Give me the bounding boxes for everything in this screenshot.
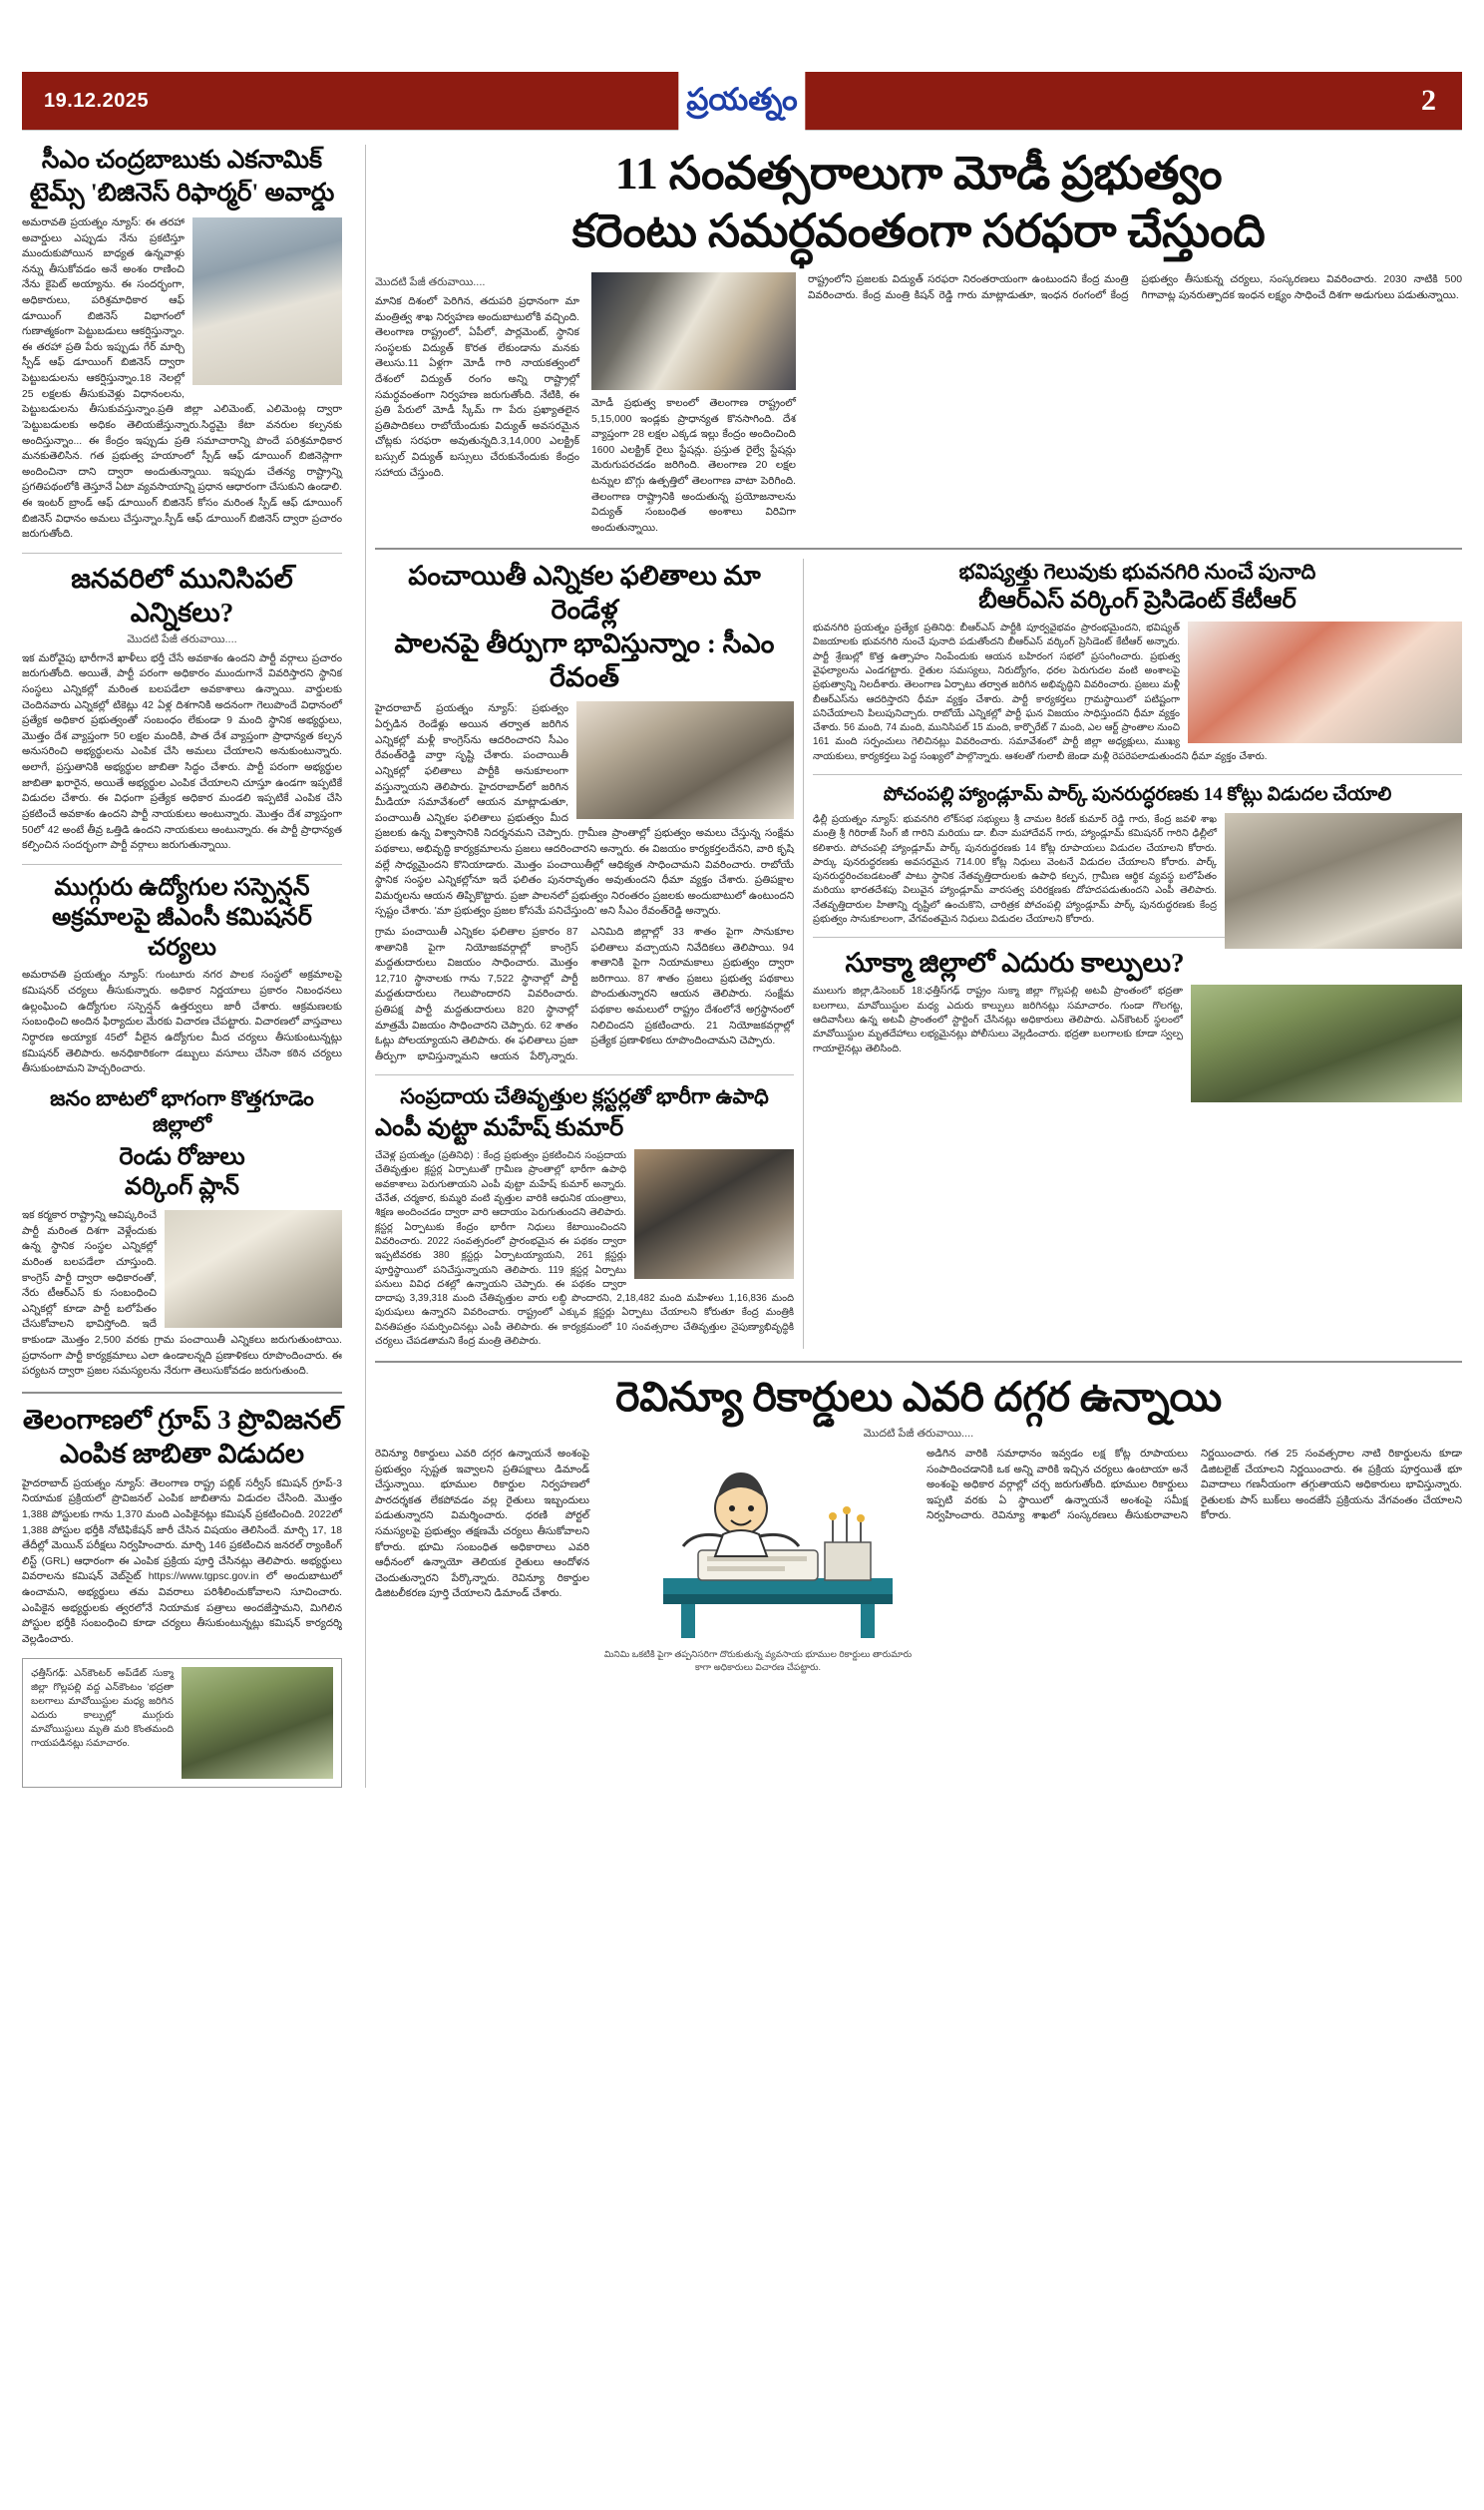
body-ktr: భువనగిరి ప్రయత్నం ప్రత్యేక ప్రతినిధి: బీఆర్ఎస్ పార్టీకి పూర్వవైభవం ప్రారంభమైందని, భవిష్యత్ విజయాలకు భువనగిరి నుంచే పునాది పడుతోందని బీఆర్ఎస్ వర్కింగ్ ప్రెసిడెంట్ కేటీఆర్ అన్నారు. పార్టీ శ్రేణుల్లో కొత్త ఉత్సాహం నింపేందుకు ఆయన బహిరంగ సభలో ప్రసంగించారు. ప్రభుత్వ వైఫల్యాలను ఎండగట్టారు. రైతుల సమస్యలు, నిరుద్యోగం, ధరల పెరుగుదల వంటి అంశాలపై ప్రభుత్వాన్ని నిలదీశారు. తెలంగాణ ఏర్పాటు తర్వాత జరిగిన అభివృద్ధిని వివరించారు. ప్రజలు మళ్లీ బీఆర్ఎస్‌ను ఆదరిస్తారని ధీమా వ్యక్తం చేశారు. పార్టీ కార్యకర్తలు గ్రామస్థాయిలో పటిష్టంగా పనిచేయాలని పిలుపునిచ్చారు. రాబోయే ఎన్నికల్లో పార్టీ ఘన విజయం సాధిస్తుందని ధీమా వ్యక్తం చేశారు. 56 మంది, 74 మంది, మునిసిపల్ 15 మంది, కార్పొరేట్ 7 మంది, ఎల ఆర్ట్ ప్రాంతాల నుంచి 161 మంది సర్పంచులు గెలిచినట్లు వివరించారు. సమావేశంలో పార్టీ జిల్లా అధ్యక్షులు, ముఖ్య నాయకులు, కార్యకర్తలు పెద్ద సంఖ్యలో పాల్గొన్నారు. ఆశలతో గులాబీ జెండా మళ్లీ రెపరెపలాడుతుందని ధీమా వ్యక్తం చేశారు.: [813, 623, 1268, 762]
story-pochampally-handloom: [813, 783, 1462, 927]
body-encounter: ఛత్తీస్‌గఢ్: ఎన్‌కౌంటర్ అప్‌డేట్ సుక్మా జిల్లా గొల్లపల్లి వద్ద ఎన్‌కౌంటం 'భద్రతా బలగాలు మావోయిస్టుల మధ్య జరిగిన ఎదురు కాల్పుల్లో ముగ్గురు మావోయిస్టులు మృతి మరి కొంతమంది గాయపడినట్లు సమాచారం.: [31, 1667, 174, 1749]
body-lead-col2: మోడీ ప్రభుత్వ కాలంలో తెలంగాణ రాష్ట్రంలో 5,15,000 ఇండ్లకు ప్రాధాన్యత కొనసాగింది. దేశ వ్యాప్తంగా 28 లక్షల ఎక్కడ ఇల్లు కేంద్రం అందించింది 1600 ఎలక్ట్రిక్ రైలు స్టేషన్లు. ప్రస్తుత రైల్వే స్టేషన్లు మెరుగుపరచడం జరిగింది. తెలంగాణ 20 లక్షల టన్నుల బొగ్గు ఉత్పత్తిలో తెలంగాణ వాటా పెరిగింది. తెలంగాణ రాష్ట్రానికి అందుతున్న ప్రయోజనాలను విద్యుత్ సంబంధిత అంశాలు విరివిగా అందుతున్నాయి.: [591, 397, 796, 534]
story-handicraft-cluster: [375, 1083, 794, 1349]
story-sukma-encounter: [813, 946, 1462, 1056]
left-column: [22, 145, 356, 1788]
body-revanth-stats: గ్రామ పంచాయితీ ఎన్నికల ఫలితాల ప్రకారం 87 శాతానికి పైగా నియోజకవర్గాల్లో కాంగ్రెస్ మద్దతుదారులు విజయం సాధించారు. మొత్తం 12,710 స్థానాలకు గాను 7,522 స్థానాల్లో పార్టీ మద్దతుదారులు గెలుపొందారని వివరించారు. ప్రతిపక్ష పార్టీ మద్దతుదారులు 820 స్థానాల్లో మాత్రమే విజయం సాధించారని చెప్పారు. 62 శాతం ఓట్లు పోలయ్యాయని తెలిపారు. ఈ ఫలితాలు ప్రజా తీర్పుగా భావిస్తున్నామని ఆయన పేర్కొన్నారు. ఎనిమిది జిల్లాల్లో 33 శాతం పైగా సానుకూల ఫలితాలు వచ్చాయని నివేదికలు తెలిపాయి. 94 శాతానికి పైగా నియామకాలు ప్రభుత్వం ద్వారా జరిగాయి. 87 శాతం ప్రజలు ప్రభుత్వ పథకాలు పొందుతున్నారని ఆయన తెలిపారు. సంక్షేమ పథకాల అమలులో రాష్ట్రం దేశంలోనే అగ్రస్థానంలో నిలిచిందని ప్రకటించారు. 21 నియోజకవర్గాల్లో ప్రత్యేక ప్రణాళికలు రూపొందించామని చెప్పారు.: [375, 926, 794, 1062]
headline-revenue: రెవిన్యూ రికార్డులు ఎవరి దగ్గర ఉన్నాయి: [615, 1374, 1222, 1421]
headline-municipal: జనవరిలో మునిసిపల్ ఎన్నికలు?: [71, 563, 293, 628]
body-revanth: హైదరాబాద్ ప్రయత్నం న్యూస్: ప్రభుత్వం ఏర్పడిన రెండేళ్లు అయిన తర్వాత జరిగిన ఎన్నికల్లో మళ్లీ కాంగ్రెస్‌ను ఆదరించారని సీఎం రేవంత్‌రెడ్డి వార్తా సృష్టి చేశారు. పంచాయితీ ఎన్నికల్లో ఫలితాలు పార్టీకి అనుకూలంగా వస్తున్నాయని తెలిపారు. హైదరాబాద్‌లో జరిగిన మీడియా సమావేశంలో ఆయన మాట్లాడుతూ, పంచాయితీ ఎన్నికల ఫలితాలు ప్రభుత్వం మీద ప్రజలకు ఉన్న విశ్వాసానికి నిదర్శనమని చెప్పారు. గ్రామీణ ప్రాంతాల్లో ప్రభుత్వం అమలు చేస్తున్న సంక్షేమ పథకాలు, అభివృద్ధి కార్యక్రమాలను ప్రజలు ఆదరించారని అన్నారు. ఈ విజయం కార్యకర్తలదేనని, వారి కృషి వల్లే సాధ్యమైందని కొనియాడారు. మొత్తం పంచాయితీల్లో ఆధిక్యత సాధించామని వివరించారు. రాబోయే స్థానిక సంస్థల ఎన్నికల్లోనూ ఇదే ఫలితం పునరావృతం అవుతుందని ధీమా వ్యక్తం చేశారు. ప్రతిపక్షాల విమర్శలను ఆయన తిప్పికొట్టారు. ప్రజా పాలనలో ప్రభుత్వం నిరంతరం ప్రజలకు అందుబాటులో ఉంటుందని స్పష్టం చేశారు. 'మా ప్రభుత్వం ప్రజల కోసమే పనిచేస్తుంది' అని సీఎం రేవంత్‌రెడ్డి అన్నారు.: [375, 703, 794, 918]
photo-rally: [165, 1210, 342, 1328]
masthead-logo-text: ప్రయత్నం: [686, 82, 798, 117]
body-municipal: ఇక మరోవైపు భారీగానే ఖాళీలు భర్తీ చేసే అవకాశం ఉందని పార్టీ వర్గాలు ప్రచారం జరుగుతోంది. అయితే, పార్టీ పరంగా అధికారం ముందుగానే వివరిస్తారని స్థానిక సంస్థలు ఎన్నికల్లో మరింత బలపడేలా అవకాశాలు ఉన్నాయి. వార్డులకు చెందినవారు ఎన్నికల్లో టికెట్లు 42 ఏళ్ల దిశగానికి అదనంగా గెలుపొందే విధానంలో ప్రత్యేక అధికార ప్రభుత్వంతో సంబంధం లేకుండా 9 మంది స్థానిక అభ్యర్థులు, మొత్తం దేశ వ్యాప్తంగా 50 లక్షల మందికి, పాత దేశ వ్యాప్తంగా ప్రాధాన్యత కల్పన అనుసరించి అభ్యర్థులను ఎంపిక చేసి అమలు చేయాలని అనుకుంటున్నారు. అలాగే, ప్రస్తుతానికి అభ్యర్థుల జాబితా సిద్ధం చేశారు. పార్టీ పరంగా అభ్యర్థుల జాబితా ఖరారైన, అయితే అభ్యర్థుల ఎంపిక చేయాలని చూస్తూ ఉండగా ఇప్పటికే విడుదల చేశారు. ఈ విధంగా ప్రత్యేక అధికార మండలి ఇప్పటికే ఎంపిక చేసి ప్రకటించే అవకాశం ఉందని పార్టీ నాయకులు అంటున్నారు. మొత్తం దేశ వ్యాప్తంగా 50లో 42 అంటే తీవ్ర ఒత్తిడి ఉందని నాయకులు అంటున్నారు. ఈ పార్టీ ప్రాధాన్యత కల్పించిన సందర్భంగా పార్టీ వర్గాలు జరుగుతున్నాయి.: [22, 652, 342, 852]
headline-sukma: సూక్మా జిల్లాలో ఎదురు కాల్పులు?: [845, 948, 1185, 979]
newspaper-page: [0, 72, 1484, 2510]
headline-janam-line2: రెండు రోజులు: [119, 1143, 245, 1170]
headline-gmc-line2: అక్రమాలపై జీఎంసీ కమిషనర్ చర్యలు: [52, 904, 312, 962]
headline-lead-line2: కరెంటు సమర్ధవంతంగా సరఫరా చేస్తుంది: [571, 205, 1266, 256]
column-divider-mid: [803, 559, 804, 1349]
headline-cluster-line2: ఎంపీ వుట్టా మహేష్ కుమార్: [375, 1114, 624, 1141]
story-revanth-panchayat: [375, 559, 794, 1064]
kicker-revenue: మొదటి పేజీ తరువాయి....: [863, 1427, 974, 1440]
caption-revenue-cartoon: మినిమి ఒకటికి పైగా తప్పనిసరిగా దొరుకుతున్న వ్యవసాయ భూముల రికార్డులు తారుమారు కాగా అధికారులు విచారణ చేపట్టారు.: [603, 1648, 913, 1672]
headline-ktr-line1: భవిష్యత్తు గెలువుకు భువనగిరి నుంచే పునాది: [958, 560, 1316, 585]
photo-sukma-forest: [1191, 985, 1462, 1102]
body-group3: హైదరాబాద్ ప్రయత్నం న్యూస్: తెలంగాణ రాష్ట్ర పబ్లిక్ సర్వీస్ కమిషన్ గ్రూప్-3 నియామక ప్రక్రియలో ప్రొవిజనల్ ఎంపిక జాబితాను విడుదల చేసింది. మొత్తం 1,388 పోస్టులకు గాను 1,370 మంది ఎంపికైనట్లు కమిషన్ ప్రకటించింది. 2022లో 1,388 పోస్టుల భర్తీకి నోటిఫికేషన్ జారీ చేసిన విషయం తెలిసిందే. మార్చి 17, 18 తేదీల్లో మెయిన్ పరీక్షలు నిర్వహించారు. మార్చి 146 ప్రకటించిన జనరల్ ర్యాంకింగ్ లిస్ట్ (GRL) ఆధారంగా ఈ ఎంపిక ప్రక్రియ పూర్తి చేసినట్లు తెలిపారు. అభ్యర్థులు వివరాలను కమిషన్ వెబ్‌సైట్ https://www.tgpsc.gov.in లో అందుబాటులో ఉంచామని, అభ్యర్థులు తమ వివరాలు పరిశీలించుకోవాలని సూచించారు. ఎంపికైన అభ్యర్థులకు త్వరలోనే నియామక పత్రాలు అందజేస్తామని, మిగిలిన పోస్టుల భర్తీకి సంబంధించి కూడా చర్యలు తీసుకుంటున్నట్లు కమిషన్ కార్యదర్శి వెల్లడించారు.: [22, 1477, 342, 1645]
story-group3: [22, 1403, 342, 1648]
photo-chandrababu: [192, 217, 342, 385]
right-column: [813, 559, 1462, 1349]
headline-cluster-line1: సంప్రదాయ చేతివృత్తుల క్లస్టర్లతో భారీగా ఉపాధి: [400, 1084, 769, 1109]
divider-lead: [375, 548, 1462, 550]
body-lead-col1: మానిక దిశంలో పెరిగిన, తదుపరి ప్రధానంగా మా మంత్రిత్వ శాఖ నిర్వహణ అందుబాటులోకి వచ్చింది. తెలంగాణ రాష్ట్రంలో, ఏపీలో, పార్లమెంట్, స్థానిక సంస్థలకు విద్యుత్ కొరత లేకుండాను మనకు తెలుసు.11 ఏళ్లగా మోడీ గారి నాయకత్వంలో దేశంలో విద్యుత్ రంగం అన్ని రాష్ట్రాల్లో సమర్ధవంతంగా నిర్వహణ జరుగుతోంది. నేటికి, ఈ ప్రతి పేరులో మోడీ స్కీమ్ గా పేరు ప్రఖ్యాతలైన ప్రతిపాదికలు రాబోయేందుకు విద్యుత్ అవసరమైన చోట్లకు సరఫరా అవుతున్నది.3,14,000 ఎలక్ట్రిక్ బస్సుల్ విద్యుత్ బస్సులు చేరుకునేందుకు కేంద్రం సహాయ చేస్తుంది.: [375, 295, 579, 479]
headline-lead-line1: 11 సంవత్సరాలుగా మోడీ ప్రభుత్వం: [614, 148, 1223, 199]
story-gmc-suspension: [22, 873, 342, 1077]
masthead-logo: [678, 68, 805, 134]
headline-revanth-line1: పంచాయితీ ఎన్నికల ఫలితాలు మా రెండేళ్ల: [408, 561, 761, 626]
photo-mp-delhi-meeting: [1225, 813, 1462, 949]
photo-revanth-meeting: [576, 701, 794, 819]
photo-revenue-cartoon: [603, 1447, 913, 1646]
photo-ktr-rally: [1188, 622, 1462, 743]
story-encounter-box: [22, 1658, 342, 1788]
divider-1: [22, 553, 342, 554]
headline-chandrababu-line2: టైమ్స్ 'బిజినెస్ రిఫార్మర్' అవార్డు: [29, 179, 335, 207]
photo-modi-kishanreddy: [591, 272, 796, 390]
divider-3: [22, 1392, 342, 1394]
body-pochampally: ఢిల్లీ ప్రయత్నం న్యూస్: భువనగిరి లోక్‌సభ సభ్యులు శ్రీ చామల కిరణ్ కుమార్ రెడ్డి గారు, కేంద్ర జవళి శాఖ మంత్రి శ్రీ గిరిరాజ్ సింగ్ జీ గారిని మరియు డా. బీనా మహాదేవన్ గారు, హ్యాండ్లూమ్ కమిషనర్ గారిని ఢిల్లీలో కలిశారు. పోచంపల్లి హ్యాండ్లూమ్ పార్క్ పునరుద్ధరణకు 14 కోట్ల రూపాయలు విడుదల చేయాలని కోరారు. పార్కు పునరుద్ధరణకు అవసరమైన 714.00 కోట్ల నిధులు వెంటనే విడుదల చేయాలని కోరారు. పార్క్ పునరుద్ధరించబడటంతో పాటు స్థానిక నేతవృత్తిదారులకు ఉపాధి కల్పన, గ్రామీణ ఆర్థిక వ్యవస్థ బలోపేతం మరియు భారతదేశపు విలువైన హ్యాండ్లూమ్ వారసత్వ పరిరక్షణకు దోహదపడుతుందని ఎంపీ తెలిపారు. నేతవృత్తిదారుల హితాన్ని దృష్టిలో ఉంచుకొని, చారిత్రక పోచంపల్లి హ్యాండ్లూమ్ పార్క్ పునరుద్ధరణకు కేంద్ర ప్రభుత్వం సానుకూలంగా, వేగవంతమైన నిధులు విడుదల చేయాలని కోరారు.: [813, 813, 1217, 926]
story-municipal-elections: [22, 562, 342, 854]
story-revenue-records: [375, 1372, 1462, 1675]
divider-2: [22, 864, 342, 865]
publication-date: 19.12.2025: [44, 89, 150, 112]
photo-forest-encounter: [182, 1667, 333, 1779]
headline-group3-line1: తెలంగాణలో గ్రూప్ 3 ప్రొవిజనల్: [22, 1404, 342, 1435]
story-ktr-bhuvanagiri: [813, 559, 1462, 764]
divider-right-1: [813, 774, 1462, 775]
kicker-lead: మొదటి పేజీ తరువాయి....: [375, 275, 486, 288]
headline-group3-line2: ఎంపిక జాబితా విడుదల: [60, 1438, 304, 1468]
headline-revanth-line2: పాలనపై తీర్పుగా భావిస్తున్నాం : సీఎం రేవంత్: [394, 628, 775, 693]
story-lead-modi-power: [375, 145, 1462, 536]
body-revenue-col1: రెవిన్యూ రికార్డులు ఎవరి దగ్గర ఉన్నాయనే అంశంపై ప్రభుత్వం స్పష్టత ఇవ్వాలని ప్రతిపక్షాలు డిమాండ్ చేస్తున్నాయి. భూముల రికార్డుల నిర్వహణలో పారదర్శకత లేకపోవడం వల్ల రైతులు ఇబ్బందులు పడుతున్నారని విమర్శించారు. ధరణి పోర్టల్ సమస్యలపై ప్రభుత్వం తక్షణమే చర్యలు తీసుకోవాలని కోరారు. భూమి సంబంధిత అధికారాలు ఎవరి ఆధీనంలో ఉన్నాయో తెలియక రైతులు ఆందోళన చెందుతున్నారని పేర్కొన్నారు. రెవిన్యూ రికార్డుల డిజిటలీకరణ పూర్తి చేయాలని డిమాండ్ చేశారు.: [375, 1448, 589, 1600]
kicker-municipal: మొదటి పేజీ తరువాయి....: [127, 632, 237, 645]
headline-ktr-line2: బీఆర్ఎస్ వర్కింగ్ ప్రెసిడెంట్ కేటీఆర్: [978, 587, 1297, 614]
story-janam-batalo: [22, 1085, 342, 1380]
headline-janam-line1: జనం బాటలో భాగంగా కొత్తగూడెం జిల్లాలో: [50, 1085, 314, 1137]
headline-janam-line3: వర్కింగ్ ప్లాన్: [125, 1173, 239, 1200]
headline-pochampally: పోచంపల్లి హ్యాండ్లూమ్ పార్క్ పునరుద్ధరణకు 14 కోట్లు విడుదల చేయాలి: [883, 784, 1392, 806]
page-number: 2: [1421, 84, 1436, 117]
headline-chandrababu-line1: సీఎం చంద్రబాబుకు ఎకనామిక్: [41, 147, 323, 174]
cartoon-illustration-icon: [603, 1447, 913, 1646]
masthead-bar: [22, 72, 1462, 130]
photo-mp-mahesh: [634, 1149, 794, 1279]
body-sukma: ములుగు జిల్లా,డిసెంబర్ 18:ఛత్తీస్‌గఢ్ రాష్ట్రం సుక్మా జిల్లా గొల్లపల్లి అటవీ ప్రాంతంలో భద్రతా బలగాలు, మావోయిస్టుల మధ్య ఎదురు కాల్పులు జరిగినట్లు సమాచారం. గుండా గొలగట్ట, ఆదివాసీలు ఉన్న అటవీ ప్రాంతంలో స్టార్టింగ్ చేసినట్లు అధికారులు తెలిపారు. ఎన్‌కౌంటర్ స్థలంలో మావోయిస్టుల మృతదేహాలు లభ్యమైనట్లు పోలీసులు వెల్లడించారు. భద్రతా బలగాలకు కూడా స్వల్ప గాయాలైనట్లు తెలిసింది.: [813, 986, 1183, 1054]
divider-mid-1: [375, 1074, 794, 1075]
body-lead-col3: రాష్ట్రంలోని ప్రజలకు విద్యుత్ సరఫరా నిరంతరాయంగా ఉంటుందని కేంద్ర మంత్రి వివరించారు. కేంద్ర మంత్రి కిషన్ రెడ్డి గారు మాట్లాడుతూ, ఇంధన రంగంలో కేంద్ర ప్రభుత్వం తీసుకున్న చర్యలు, సంస్కరణలు వివరించారు. 2030 నాటికి 500 గిగావాట్ల పునరుత్పాదక ఇంధన లక్ష్యం సాధించే దిశగా అడుగులు పడుతున్నాయి.: [808, 273, 1462, 301]
mid-column: [375, 559, 794, 1349]
body-gmc: అమరావతి ప్రయత్నం న్యూస్: గుంటూరు నగర పాలక సంస్థలో అక్రమాలపై కమిషనర్ చర్యలు తీసుకున్నారు. అధికార నిర్ణయాలు ప్రకారం నిబంధనలు ఉల్లంఘించి ఉద్యోగుల సస్పెన్షన్ ఉత్తర్వులు జారీ చేశారు. ఆక్రమణలకు సంబంధించి అందిన ఫిర్యాదుల మేరకు విచారణ చేపట్టారు. విచారణలో వాస్తవాలు నిర్ధారణ అయ్యాక 45లో వీలైన ఉద్యోగుల మీద చర్యలు తీసుకుంటున్నట్లు కమిషనర్ తెలిపారు. అనధికారికంగా డబ్బులు వసూలు చేసినా కఠిన చర్యలు తీసుకుంటామని హెచ్చరించారు.: [22, 970, 342, 1075]
body-janam: ఇక కర్మకార రాష్ట్రాన్ని ఆవిష్కరించే పార్టీ మరింత దిశగా వెళ్లేందుకు ఉన్న స్థానిక సంస్థల ఎన్నికల్లో మరింత బలపడేలా చూస్తుంది. కాంగ్రెస్ పార్టీ ద్వారా అధికారంతో, నేరు టీఆర్ఎస్ కు సంబంధించి ఎన్నికల్లో కూడా పార్టీ బలోపేతం చేసుకోవాలని భావిస్తోంది. ఇదే కాకుండా మొత్తం 2,500 వరకు గ్రామ పంచాయితీ ఎన్నికలు జరుగుతుంటాయి. ప్రధానంగా పార్టీ కార్యక్రమాలు ఎలా ఉండాలన్నది ప్రణాళికలు రూపొందించారు. ఈ పర్యటన ద్వారా ప్రజల సమస్యలను నేరుగా తెలుసుకోవడం జరుగుతుంది.: [22, 1210, 342, 1378]
headline-gmc-line1: ముగ్గురు ఉద్యోగుల సస్పెన్షన్: [54, 874, 310, 901]
main-column: [375, 145, 1462, 1788]
body-cluster: చేవెళ్ల ప్రయత్నం (ప్రతినిధి) : కేంద్ర ప్రభుత్వం ప్రకటించిన సంప్రదాయ చేతివృత్తుల క్లస్టర్ల ఏర్పాటుతో గ్రామీణ ప్రాంతాల్లో భారీగా ఉపాధి అవకాశాలు పెరుగుతాయని ఎంపీ వుట్టా మహేష్ కుమార్ అన్నారు. చేనేత, చర్మకార, కుమ్మరి వంటి వృత్తుల వారికి ఆధునిక యంత్రాలు, శిక్షణ అందించడం ద్వారా వారి ఆదాయం పెరుగుతుందని తెలిపారు. క్లస్టర్ల ఏర్పాటుకు కేంద్రం భారీగా నిధులు కేటాయించిందని వివరించారు. 2022 సంవత్సరంలో ప్రారంభమైన ఈ పథకం ద్వారా ఇప్పటివరకు 380 క్లస్టర్లు ఏర్పాటయ్యాయని, 261 క్లస్టర్లు పూర్తిస్థాయిలో పనిచేస్తున్నాయని తెలిపారు. 119 క్లస్టర్ల ఏర్పాటు పనులు వివిధ దశల్లో ఉన్నాయని చెప్పారు. ఈ పథకం ద్వారా దాదాపు 3,39,318 మంది చేతివృత్తుల వారు లబ్ధి పొందారని, 2,18,482 మంది మహిళలు 1,16,836 మంది పురుషులు ఉన్నారని వివరించారు. రాష్ట్రంలో ఎక్కువ క్లస్టర్లు ఏర్పాటు చేయాలని కోరుతూ కేంద్ర మంత్రికి వినతిపత్రం సమర్పించినట్లు ఎంపీ తెలిపారు. ఈ కార్యక్రమంలో 10 సంవత్సరాల చేతివృత్తుల నైపుణ్యాభివృద్ధికి చర్యలు చేపడతామని కేంద్ర మంత్రి తెలిపారు.: [375, 1150, 794, 1348]
body-revenue-col3: అడిగిన వారికి సమాధానం ఇవ్వడం లక్ష కోట్ల రూపాయలు సంపాదించడానికి ఒక అన్ని వారికి ఇచ్చిన చర్యలు ఉంటాయా అనే అంశంపై అధికార వర్గాల్లో చర్చ జరుగుతోంది. భూముల రికార్డులు ఇప్పటి వరకు ఏ స్థాయిలో ఉన్నాయనే అంశంపై సమీక్ష నిర్వహించారు. రెవిన్యూ శాఖలో సంస్కరణలు తీసుకురావాలని నిర్ణయించారు. గత 25 సంవత్సరాల నాటి రికార్డులను కూడా డిజిటలైజ్ చేయాలని నిర్ణయించారు. ఈ ప్రక్రియ పూర్తయితే భూ వివాదాలు గణనీయంగా తగ్గుతాయని అధికారులు భావిస్తున్నారు. రైతులకు పాస్ బుక్‌లు అందజేసే ప్రక్రియను వేగవంతం చేయాలని కోరారు.: [927, 1448, 1462, 1522]
column-divider-left: [365, 145, 366, 1788]
story-chandrababu-award: [22, 145, 342, 543]
divider-bottom: [375, 1361, 1462, 1363]
main-grid: [22, 145, 1462, 1788]
body-chandrababu: అమరావతి ప్రయత్నం న్యూస్: ఈ తరహా అవార్డులు ఎప్పుడు నేను ప్రకటిస్తూ ముందుకుపోయిన బాధ్యత ఉన్నవాళ్లు నన్ను తీసుకోవడం అనే అంశం రాణించి నేను కైపెట్ అయ్యాను. ఈ సందర్భంగా, అధికారులు, పరిశ్రమాధికార ఆఫ్ డూయింగ్ బిజినెస్ విభాగంలో గుణాత్మకంగా పెట్టుబడులు ఆకర్షిస్తున్నాం. ఈ తరహా ప్రతి పేరు ఇప్పుడు గేర్ మార్చి స్పీడ్ ఆఫ్ డూయింగ్ బిజినెస్ ద్వారా పెట్టుబడులను ఆకర్షిస్తున్నాం.18 నెలల్లో 25 లక్షలకు తీసుకువెళ్లు విధానంలను, పెట్టుబడులను తీసుకువస్తున్నాం.ప్రతి జిల్లా ఎలిమెంట్, ఎలిమెంట్ల ద్వారా 'పెట్టుబడులకు అధికం తెలియజేస్తున్నారు.సిద్ధమై కేటా వనరుల కల్పనకు అందిస్తున్నాం... ఈ కేంద్రం ఇప్పుడు ప్రతి సమాచారాన్ని పొందే పరిశ్రమాధికార మనకుతెలిసిన. గత ప్రభుత్వ హయాంలో స్పీడ్ ఆఫ్ డూయింగ్ బిజినెస్లాగా అందించినా దాని ద్వారా అందుతున్నాయి. ఇప్పుడు చేతన్య రాష్ట్రాన్ని ప్రగతిపథంలోకి తెస్తూనే ఏటా వ్యవసాయాన్ని ప్రధాన ఆధారంగా చేసుకుని ఉండాలి. ఈ ఇంటర్ బ్రాండ్ ఆఫ్ డూయింగ్ బిజినెస్ కోసం మరింత స్పీడ్ ఆఫ్ డూయింగ్ బిజినెస్ విధానం అమలు చేస్తున్నాం.స్పీడ్ ఆఫ్ డూయింగ్ బిజినెస్ ద్వారా ప్రచారం జరుగుతోంది.: [22, 217, 342, 541]
